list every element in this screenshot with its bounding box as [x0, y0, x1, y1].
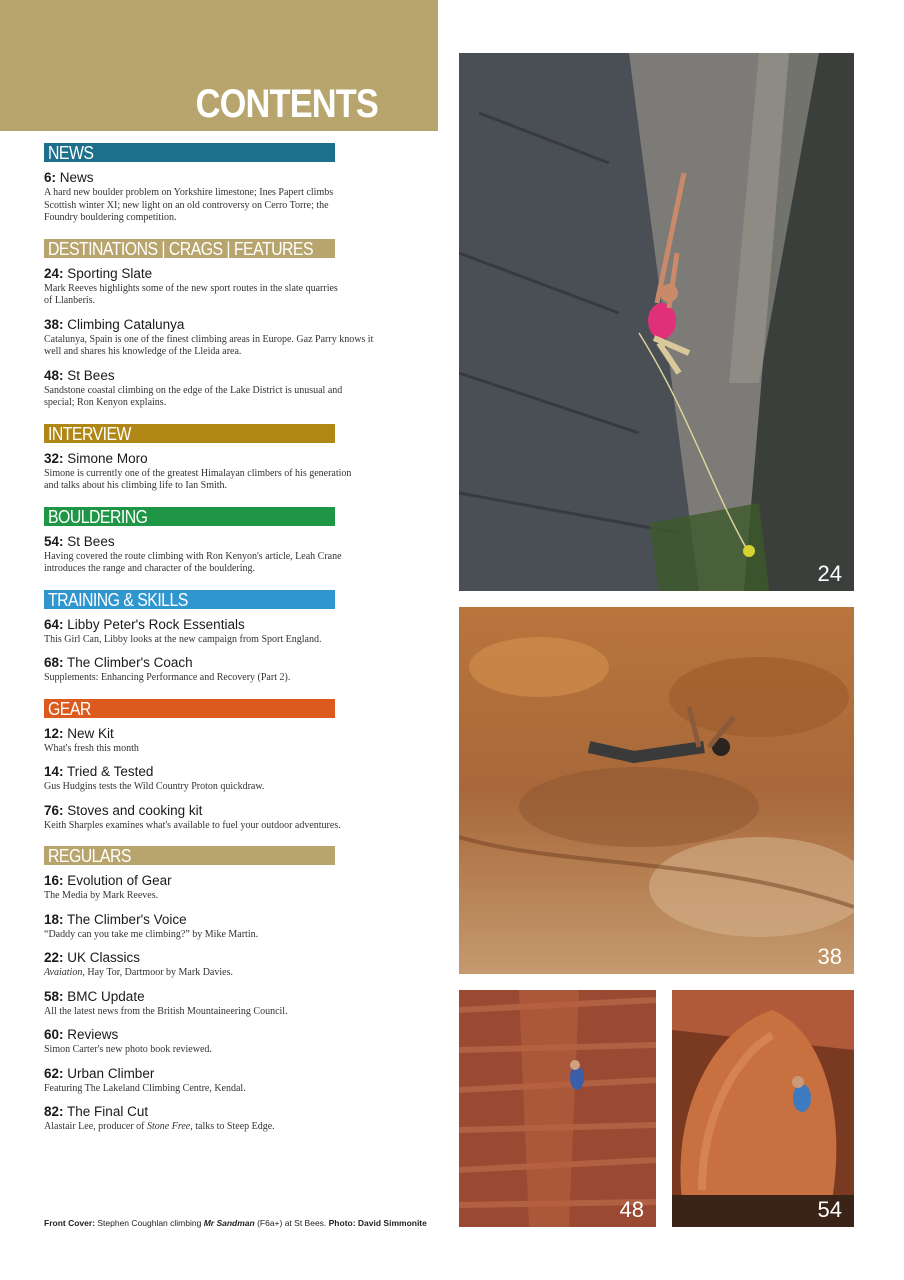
entry-page-number: 82 [44, 1104, 60, 1119]
film-title: Stone Free [147, 1121, 191, 1132]
entry-page-number: 12 [44, 725, 60, 741]
st-bees-boulder-photo-image [672, 990, 854, 1227]
list-item[interactable]: 68: The Climber's Coach Supplements: Enhancing Performance and Recovery (Part 2). [44, 654, 424, 685]
st-bees-sandstone-photo[interactable] [459, 990, 656, 1227]
entry-title: Urban Climber [67, 1065, 155, 1081]
st-bees-boulder-photo[interactable] [672, 990, 854, 1227]
entry-description: A hard new boulder problem on Yorkshire limestone; Ines Papert climbs Scottish winter XI; new light on an old controversy on Cerro Torre; the Foundry bouldering competition. [44, 187, 334, 223]
entry-title: UK Classics [67, 950, 141, 965]
section-regulars [44, 846, 424, 1134]
entry-title: St Bees [67, 533, 115, 549]
entry-title: Evolution of Gear [67, 873, 172, 888]
entry-description: What's fresh this month [44, 742, 139, 754]
entry-description: Mark Reeves highlights some of the new sport routes in the slate quarries of Llanberis. [44, 282, 338, 306]
slate-climber-photo-image [459, 53, 854, 591]
section-heading-news: NEWS [44, 143, 335, 162]
entry-page-number: 76 [44, 802, 60, 818]
entry-title: Tried & Tested [67, 764, 154, 779]
section-gear [44, 699, 424, 833]
entry-page-number: 32 [44, 450, 60, 466]
cover-credit: Front Cover: Stephen Coughlan climbing Mr Sandman (F6a+) at St Bees. Photo: David Simmonite [44, 1218, 427, 1228]
photo-page-number: 54 [817, 1197, 842, 1222]
entry-title: News [59, 170, 94, 185]
photo-page-number: 24 [817, 561, 842, 586]
section-heading-regulars: REGULARS [44, 846, 335, 865]
header-band [0, 0, 438, 131]
entry-page-number: 16 [44, 873, 60, 888]
entry-description: Having covered the route climbing with Ron Kenyon's article, Leah Crane introduces the range and character of the bouldering. [44, 550, 342, 574]
list-item[interactable]: 32: Simone Moro Simone is currently one of the greatest Himalayan climbers of his generation and talks about his climbing life to Ian Smith. [44, 450, 424, 493]
section-destinations [44, 239, 424, 410]
section-heading-bouldering: BOULDERING [44, 507, 335, 526]
list-item[interactable]: 6: News A hard new boulder problem on Yorkshire limestone; Ines Papert climbs Scottish winter XI; new light on an old controversy on Cerro Torre; the Foundry bouldering competition. [44, 169, 424, 225]
entry-description: Avaiation, Hay Tor, Dartmoor by Mark Davies. [44, 967, 233, 978]
entry-description: Gus Hudgins tests the Wild Country Proton quickdraw. [44, 781, 265, 792]
section-heading-gear: GEAR [44, 699, 335, 718]
entry-page-number: 62 [44, 1065, 60, 1081]
entry-page-number: 14 [44, 764, 60, 779]
entry-page-number: 60 [44, 1027, 60, 1042]
entry-description: All the latest news from the British Mountaineering Council. [44, 1005, 288, 1017]
photo-page-number: 38 [817, 944, 842, 969]
list-item[interactable]: 18: The Climber's Voice “Daddy can you take me climbing?” by Mike Martin. [44, 911, 424, 942]
entry-title: Simone Moro [67, 450, 148, 466]
climber-figure [793, 1084, 811, 1112]
entry-page-number: 18 [44, 911, 60, 927]
climber-figure [570, 1066, 584, 1090]
list-item[interactable]: 38: Climbing Catalunya Catalunya, Spain is one of the finest climbing areas in Europe. Gaz Parry knows it well and shares his knowledge of the Lleida area. [44, 316, 374, 357]
entry-page-number: 38 [44, 316, 60, 332]
photo-credit: Photo: David Simmonite [328, 1218, 427, 1228]
entry-page-number: 24 [44, 265, 60, 281]
entry-title: Stoves and cooking kit [67, 802, 203, 818]
entry-page-number: 6 [44, 170, 52, 185]
cover-route-name: Mr Sandman [203, 1218, 255, 1228]
entry-description: The Media by Mark Reeves. [44, 890, 159, 901]
photo-page-number: 48 [619, 1197, 644, 1222]
list-item[interactable]: 54: St Bees Having covered the route climbing with Ron Kenyon's article, Leah Crane introduces the range and character of the bouldering. [44, 533, 424, 576]
entry-page-number: 58 [44, 988, 60, 1004]
entry-title: The Climber's Coach [67, 655, 193, 670]
page-title: CONTENTS [195, 82, 378, 126]
list-item[interactable]: 14: Tried & Tested Gus Hudgins tests the Wild Country Proton quickdraw. [44, 763, 424, 794]
section-interview [44, 424, 424, 493]
entry-description: Simone is currently one of the greatest Himalayan climbers of his generation and talks about his climbing life to Ian Smith. [44, 467, 352, 491]
entry-title: Climbing Catalunya [67, 316, 185, 332]
list-item[interactable]: 58: BMC Update All the latest news from the British Mountaineering Council. [44, 988, 424, 1019]
entry-page-number: 64 [44, 616, 60, 632]
entry-description: Alastair Lee, producer of Stone Free, talks to Steep Edge. [44, 1121, 275, 1132]
list-item[interactable]: 16: Evolution of Gear The Media by Mark Reeves. [44, 872, 424, 903]
section-heading-interview: INTERVIEW [44, 424, 335, 443]
list-item[interactable]: 22: UK Classics Avaiation, Hay Tor, Dartmoor by Mark Davies. [44, 949, 424, 980]
list-item[interactable]: 76: Stoves and cooking kit Keith Sharples examines what's available to fuel your outdoor adventures. [44, 802, 424, 833]
entry-title: Reviews [67, 1027, 119, 1042]
st-bees-sandstone-photo-image [459, 990, 656, 1227]
slate-climber-photo[interactable] [459, 53, 854, 591]
entry-title: Libby Peter's Rock Essentials [67, 616, 245, 632]
section-training [44, 590, 424, 685]
section-bouldering [44, 507, 424, 576]
list-item[interactable]: 24: Sporting Slate Mark Reeves highlights some of the new sport routes in the slate quarries of Llanberis. [44, 265, 424, 308]
entry-description: Featuring The Lakeland Climbing Centre, Kendal. [44, 1082, 246, 1094]
entry-description: Simon Carter's new photo book reviewed. [44, 1044, 212, 1055]
entry-page-number: 22 [44, 950, 60, 965]
climber-figure [648, 303, 676, 339]
catalunya-overhang-photo[interactable] [459, 607, 854, 974]
list-item[interactable]: 12: New Kit What's fresh this month [44, 725, 424, 756]
table-of-contents [44, 143, 424, 1142]
section-heading-training: TRAINING & SKILLS [44, 590, 335, 609]
entry-page-number: 68 [44, 655, 60, 670]
section-heading-destinations: DESTINATIONS | CRAGS | FEATURES [44, 239, 335, 258]
entry-description: This Girl Can, Libby looks at the new campaign from Sport England. [44, 633, 322, 645]
entry-title: The Final Cut [67, 1104, 149, 1119]
list-item[interactable]: 48: St Bees Sandstone coastal climbing on the edge of the Lake District is unusual and special; Ron Kenyon explains. [44, 367, 424, 410]
entry-title: The Climber's Voice [67, 911, 187, 927]
entry-description: Keith Sharples examines what's available to fuel your outdoor adventures. [44, 819, 341, 831]
section-news [44, 143, 424, 225]
entry-description: Supplements: Enhancing Performance and Recovery (Part 2). [44, 672, 291, 683]
entry-title: BMC Update [67, 988, 145, 1004]
route-name: Avaiation [44, 967, 83, 978]
entry-description: Catalunya, Spain is one of the finest climbing areas in Europe. Gaz Parry knows it well and shares his knowledge of the Lleida area. [44, 333, 374, 357]
list-item[interactable]: 60: Reviews Simon Carter's new photo book reviewed. [44, 1026, 424, 1057]
entry-title: Sporting Slate [67, 265, 153, 281]
list-item[interactable]: 82: The Final Cut Alastair Lee, producer of Stone Free, talks to Steep Edge. [44, 1103, 424, 1134]
entry-title: New Kit [67, 725, 114, 741]
entry-page-number: 54 [44, 533, 60, 549]
list-item[interactable]: 62: Urban Climber Featuring The Lakeland Climbing Centre, Kendal. [44, 1065, 424, 1096]
entry-title: St Bees [67, 367, 115, 383]
entry-description: Sandstone coastal climbing on the edge of the Lake District is unusual and special; Ron Kenyon explains. [44, 384, 343, 408]
entry-page-number: 48 [44, 367, 60, 383]
catalunya-overhang-photo-image [459, 607, 854, 974]
entry-description: “Daddy can you take me climbing?” by Mike Martin. [44, 928, 259, 940]
list-item[interactable]: 64: Libby Peter's Rock Essentials This Girl Can, Libby looks at the new campaign from Sport England. [44, 616, 424, 647]
